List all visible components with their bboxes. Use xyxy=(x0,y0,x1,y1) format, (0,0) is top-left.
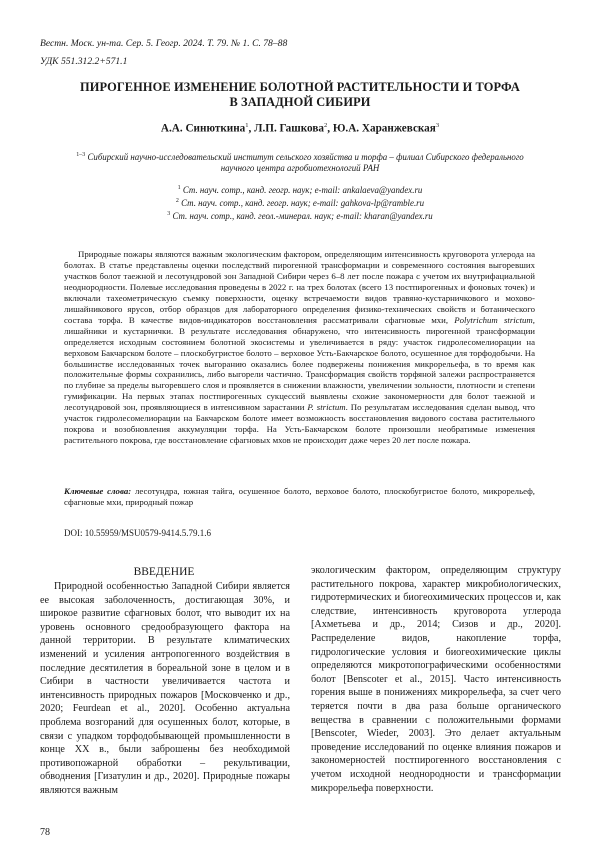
title-line-2: В ЗАПАДНОЙ СИБИРИ xyxy=(229,94,371,109)
email-sup: 3 xyxy=(167,210,171,217)
email-line xyxy=(40,183,560,196)
abstract-text: , лишайники и кустарнички. В результате исследования обнаружено, что интенсивность пирогенной трансформации определяется исходным состоянием болотной экосистемы и увеличивается в ряду: участок гидролесомелиорации на верховом Бакчарском болоте – плоскобугристое болото – верховое Усть-Бакчарское болото, осушенное для торфодобычи. На большинстве исследованных точек выгоранию оказались более подвержены понижения микрорельефа, в то время как положительные формы сохранились, либо выгорели частично. Трансформация свойств торфяной залежи распространяется по глубине за пределы выгоревшего слоя и проявляется в снижении влажности, увеличении зольности, плотности и степени гумификации. На первых этапах постпирогенных сукцессий выявлены схожие закономерности для болот таежной и лесотундровой зон, проявляющиеся в интенсивном зарастании xyxy=(64,314,535,413)
article-title xyxy=(40,80,560,109)
section-heading: ВВЕДЕНИЕ xyxy=(133,566,195,578)
affiliation xyxy=(64,150,536,174)
email-sup: 1 xyxy=(177,185,181,191)
email-text: Ст. науч. сотр., канд. геол.-минерал. наук; e-mail: kharan@yandex.ru xyxy=(172,210,433,221)
udk-code: УДК 551.312.2+571.1 xyxy=(40,56,128,67)
abstract-species: Polytrichum strictum xyxy=(454,314,533,325)
keywords xyxy=(64,486,535,508)
body-column-left: Природной особенностью Западной Сибири является ее высокая заболоченность, достигающая 30%, и широкое развитие сфагновых болот, что выводит их на уровень основного средообразующего фактора на данной территории. В результате климатических изменений и усиления антропогенного воздействия в последние десятилетия в бореальной зоне в целом и в Сибири в частности увеличивается частота и интенсивность природных пожаров [Московченко и др., 2020; Feurdean et al., 2020]. Особенно актуальна проблема возгораний для осушенных болот, которые, в связи с упадком торфодобывающей промышленности в конце XX в., были заброшены без необходимой противопожарной обработки – рекультивации, обводнения [Гизатулин и др., 2020]. Природные пожары являются важным xyxy=(40,581,290,796)
author-emails xyxy=(40,183,560,222)
author-list: А.А. Синюткина$^1$, Л.П. Гашкова$^2$, Ю.А. Харанжевская$^3$ xyxy=(160,122,440,135)
abstract xyxy=(64,249,535,446)
author-sup: 2 xyxy=(323,122,328,129)
author-name: А.А. Синюткина xyxy=(160,122,246,135)
page-number: 78 xyxy=(40,827,50,838)
email-text: Ст. науч. сотр., канд. геогр. наук; e-mail: gahkova-lp@ramble.ru xyxy=(181,197,425,208)
author-sup: 3 xyxy=(435,122,440,129)
keywords-text: лесотундра, южная тайга, осушенное болото, верховое болото, плоскобугристое болото, микрорельеф, сфагновые мхи, природный пожар xyxy=(64,486,535,507)
author-name: Л.П. Гашкова xyxy=(254,122,324,135)
journal-citation: Вестн. Моск. ун-та. Сер. 5. Геогр. 2024. Т. 79. № 1. С. 78–88 xyxy=(40,38,288,49)
email-line xyxy=(40,209,560,222)
email-text: Ст. науч. сотр., канд. геогр. наук; e-mail: ankalaeva@yandex.ru xyxy=(182,184,423,195)
keywords-label: Ключевые слова: xyxy=(64,486,132,496)
abstract-species: P. strictum xyxy=(307,402,346,413)
abstract-text: . По результатам исследования сделан вывод, что участок гидролесомелиорации на Бакчарском болоте имеет возможность восстановления видового состава растительного покрова и возобновления аккумуляции торфа. На Усть-Бакчарском болоте произошли необратимые изменения растительного покрова, где восстановление сфагновых мхов не происходит даже через 20 лет после пожара. xyxy=(64,402,536,446)
abstract-text: Природные пожары являются важным экологическим фактором, определяющим интенсивность круговорота углерода на болотах. В статье представлены оценки последствий пирогенной трансформации и современного состояния выгоревших участков болот таежной и лесотундровой зон Западной Сибири через 6–8 лет после пожара с учетом их внутрифациальной неоднородности. Полевые исследования проведены в 2022 г. на трех болотах (всего 13 постпирогенных и фоновых точек) и включали тахеометрическую съемку поверхности, оценку встречаемости видов травяно-кустарничкового и мохово-лишайникового ярусов, отбор образцов для лабораторного определения физико-технических свойств и ботанического состава торфа. В качестве видов-индикаторов восстановления рассматривали сфагновые мхи, xyxy=(64,249,535,325)
email-line xyxy=(40,196,560,209)
body-column-right: экологическим фактором, определяющим структуру растительного покрова, характер микробиологических, гидротермических и биогеохимических процессов и, как следствие, интенсивность круговорота углерода [Ахметьева и др., 2014; Сизов и др., 2020]. Распределение видов, накопление торфа, гидрологические условия и биогеохимические циклы определяются микротопографическими особенностями болот [Benscoter et al., 2015]. Часто интенсивность горения выше в понижениях микрорельефа, за счет чего теряется почти в два раза больше органического вещества в сравнении с положительными формами [Benscoter, Wieder, 2003]. Это делает актуальным проведение исследований по оценке влияния пожаров и закономерностей постпирогенного восстановления с учетом исходной неоднородности и трансформации микрорельефа поверхности. xyxy=(311,565,561,794)
doi: DOI: 10.55959/MSU0579-9414.5.79.1.6 xyxy=(64,528,212,538)
email-sup: 2 xyxy=(175,197,179,204)
affiliation-text: Сибирский научно-исследовательский институт сельского хозяйства и торфа – филиал Сибирского федерального научного центра агробиотехнологий РАН xyxy=(87,151,524,173)
author-sup: 1 xyxy=(245,122,249,129)
author-name: Ю.А. Харанжевская xyxy=(332,122,436,135)
title-line-1: ПИРОГЕННОЕ ИЗМЕНЕНИЕ БОЛОТНОЙ РАСТИТЕЛЬНОСТИ И ТОРФА xyxy=(80,80,520,94)
affiliation-sup: 1–3 xyxy=(76,152,86,158)
